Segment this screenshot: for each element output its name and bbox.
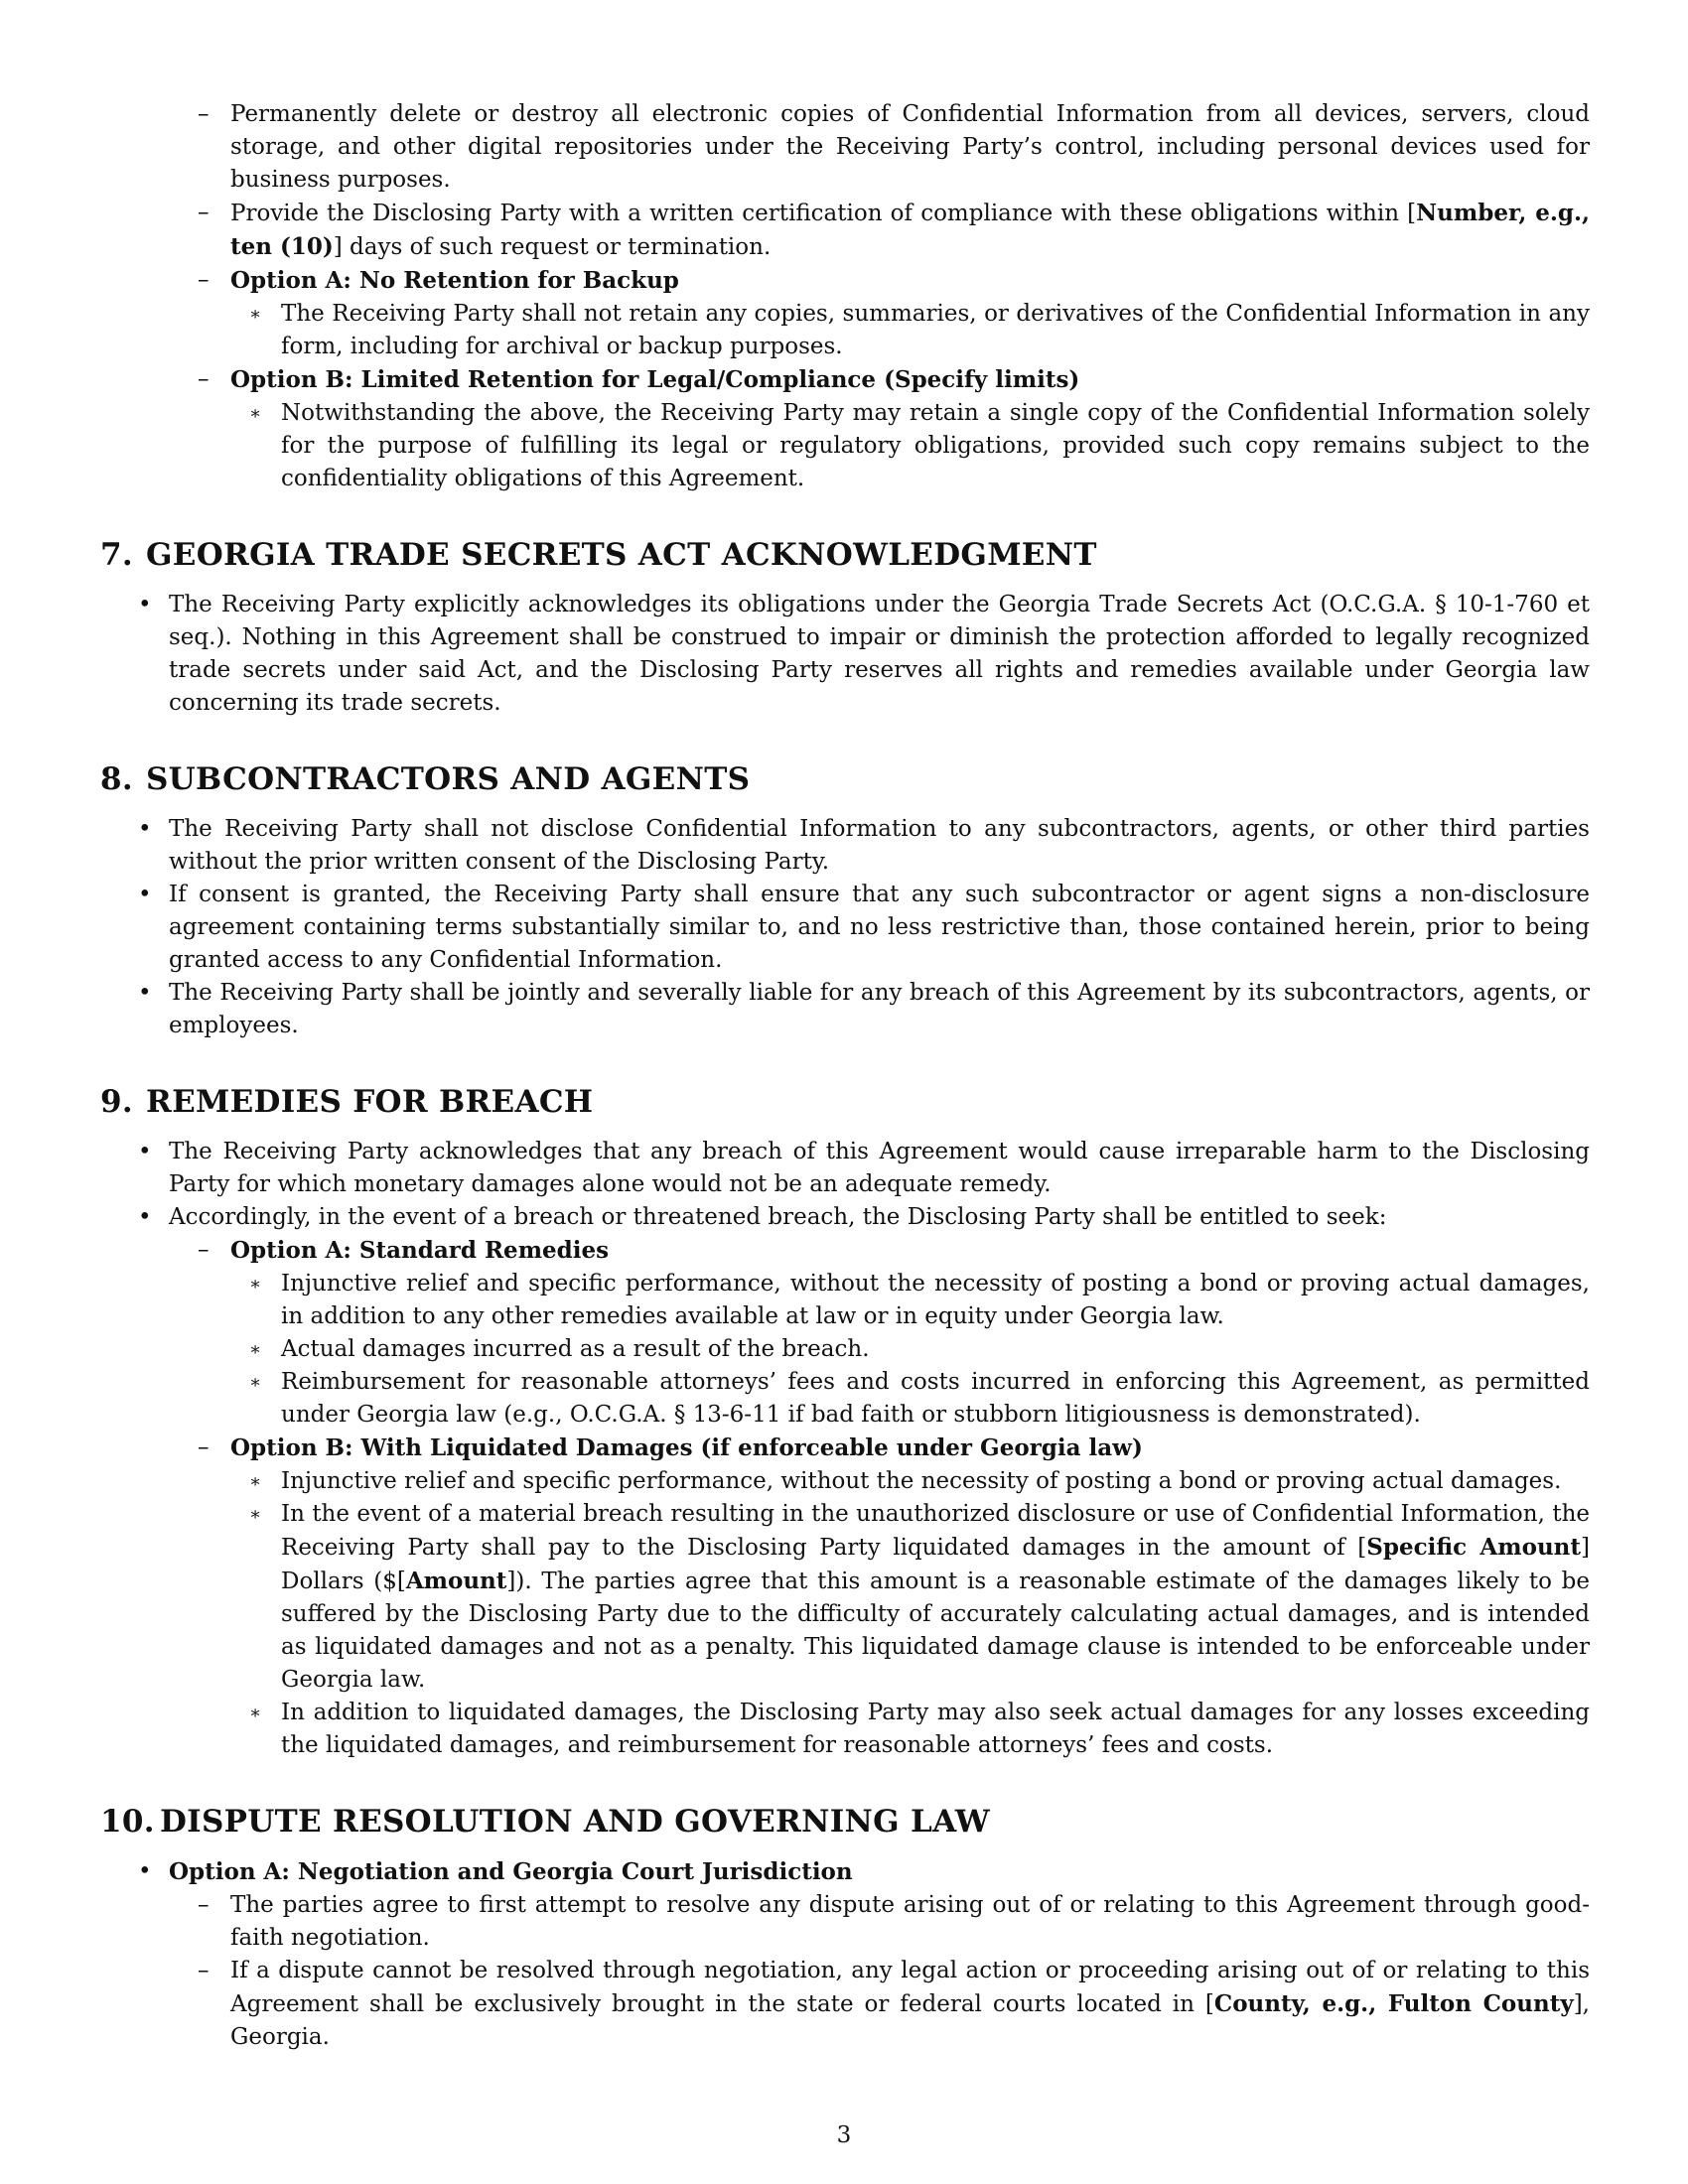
list-item: [100, 1889, 1590, 1955]
dash-marker: –: [198, 1958, 210, 1983]
page-number: 3: [836, 2122, 852, 2148]
list-item-text: The Receiving Party shall not retain any copies, summaries, or derivatives of the Confidential Information in any form, including for archival or backup purposes.: [281, 301, 1590, 359]
star-marker: ∗: [249, 1372, 262, 1393]
list-item: [100, 397, 1590, 495]
list-item-text: The Receiving Party explicitly acknowledges its obligations under the Georgia Trade Secrets Act (O.C.G.A. § 10-1-760 et seq.). Nothing in this Agreement shall be construed to impair or diminish the protection afforded to legally recognized trade secrets under said Act, and the Disclosing Party reserves all rights and remedies available under Georgia law concerning its trade secrets.: [169, 592, 1590, 716]
bullet-marker: •: [138, 882, 152, 907]
star-marker: ∗: [249, 1504, 262, 1525]
section-8-heading: 8. SUBCONTRACTORS AND AGENTS: [100, 761, 751, 797]
star-marker: ∗: [249, 1339, 262, 1360]
star-marker: ∗: [249, 403, 262, 424]
dash-marker: –: [198, 1237, 210, 1263]
list-item: [100, 977, 1590, 1042]
option-heading: [100, 1855, 1590, 1889]
list-item: [100, 1955, 1590, 2054]
list-item: [100, 1465, 1590, 1498]
list-item-text: In the event of a material breach resulting in the unauthorized disclosure or use of Confidential Information, the Receiving Party shall pay to the Disclosing Party liquidated damages in the amount of [Specific Amount] Dollars ($[Amount]). The parties agree that this amount is a reasonable estimate of the damages likely to be suffered by the Disclosing Party due to the difficulty of accurately calculating actual damages, and is intended as liquidated damages and not as a penalty. This liquidated damage clause is intended to be enforceable under Georgia law.: [281, 1501, 1590, 1693]
option-heading: [100, 264, 1590, 298]
bullet-marker: •: [138, 592, 152, 617]
list-item: [100, 1498, 1590, 1697]
section-7-heading: 7. GEORGIA TRADE SECRETS ACT ACKNOWLEDGMENT: [100, 537, 1097, 573]
option-b-title: Option B: Limited Retention for Legal/Compliance (Specify limits): [230, 366, 1080, 393]
bullet-marker: •: [138, 816, 152, 842]
option-heading: [100, 363, 1590, 397]
list-item: [100, 879, 1590, 977]
list-item-text: Injunctive relief and specific performance, without the necessity of posting a bond or proving actual damages.: [281, 1468, 1562, 1494]
dash-marker: –: [198, 1434, 210, 1460]
list-item-text: The Receiving Party shall not disclose Confidential Information to any subcontractors, agents, or other third parties without the prior written consent of the Disclosing Party.: [169, 816, 1590, 875]
list-item-text: If consent is granted, the Receiving Party shall ensure that any such subcontractor or agent signs a non-disclosure agreement containing terms substantially similar to, and no less restrictive than, those contained herein, prior to being granted access to any Confidential Information.: [169, 882, 1590, 973]
list-item-text: If a dispute cannot be resolved through negotiation, any legal action or proceeding arising out of or relating to this Agreement shall be exclusively brought in the state or federal courts located in [County, e.g., Fulton County], Georgia.: [230, 1958, 1590, 2050]
list-item: [100, 1268, 1590, 1333]
list-item: [100, 813, 1590, 879]
bullet-marker: •: [138, 980, 152, 1006]
list-item: [100, 197, 1590, 264]
list-item-text: Provide the Disclosing Party with a written certification of compliance with these obligations within [Number, e.g., ten (10)] days of such request or termination.: [230, 200, 1590, 260]
document-page: [100, 98, 1590, 2054]
list-item: [100, 1136, 1590, 1201]
dash-marker: –: [198, 101, 210, 127]
option-a-title: Option A: Standard Remedies: [230, 1237, 610, 1264]
option-a-title: Option A: Negotiation and Georgia Court Jurisdiction: [169, 1858, 853, 1885]
option-heading: [100, 1432, 1590, 1465]
dash-marker: –: [198, 1892, 210, 1918]
list-item-text: Permanently delete or destroy all electronic copies of Confidential Information from all devices, servers, cloud storage, and other digital repositories under the Receiving Party’s control, including personal devices used for business purposes.: [230, 101, 1590, 193]
list-item: [100, 1697, 1590, 1762]
list-item-text: The Receiving Party acknowledges that any breach of this Agreement would cause irreparable harm to the Disclosing Party for which monetary damages alone would not be an adequate remedy.: [169, 1139, 1590, 1197]
bullet-marker: •: [138, 1858, 152, 1884]
option-heading: [100, 1234, 1590, 1268]
list-item: [100, 298, 1590, 363]
list-item: [100, 589, 1590, 720]
star-marker: ∗: [249, 304, 262, 325]
dash-marker: –: [198, 267, 210, 293]
list-item: [100, 98, 1590, 197]
star-marker: ∗: [249, 1703, 262, 1723]
bullet-marker: •: [138, 1139, 152, 1164]
section-9-heading: 9. REMEDIES FOR BREACH: [100, 1084, 594, 1120]
star-marker: ∗: [249, 1274, 262, 1295]
dash-marker: –: [198, 200, 210, 225]
list-item: [100, 1201, 1590, 1234]
list-item-text: Injunctive relief and specific performance, without the necessity of posting a bond or proving actual damages, in addition to any other remedies available at law or in equity under Georgia law.: [281, 1271, 1590, 1329]
list-item-text: Actual damages incurred as a result of the breach.: [281, 1336, 870, 1362]
list-item-text: The Receiving Party shall be jointly and severally liable for any breach of this Agreement by its subcontractors, agents, or employees.: [169, 980, 1590, 1038]
list-item: [100, 1333, 1590, 1366]
list-item-text: Notwithstanding the above, the Receiving Party may retain a single copy of the Confidential Information solely for the purpose of fulfilling its legal or regulatory obligations, provided such copy remains subject to the confidentiality obligations of this Agreement.: [281, 400, 1590, 491]
star-marker: ∗: [249, 1471, 262, 1492]
option-a-title: Option A: No Retention for Backup: [230, 267, 679, 294]
option-b-title: Option B: With Liquidated Damages (if enforceable under Georgia law): [230, 1434, 1143, 1461]
list-item-text: In addition to liquidated damages, the Disclosing Party may also seek actual damages for any losses exceeding the liquidated damages, and reimbursement for reasonable attorneys’ fees and costs.: [281, 1700, 1590, 1758]
section-10-heading: 10. DISPUTE RESOLUTION AND GOVERNING LAW: [100, 1804, 991, 1840]
bullet-marker: •: [138, 1204, 152, 1230]
list-item-text: Accordingly, in the event of a breach or threatened breach, the Disclosing Party shall be entitled to seek:: [169, 1204, 1387, 1230]
dash-marker: –: [198, 366, 210, 392]
list-item: [100, 1366, 1590, 1432]
list-item-text: Reimbursement for reasonable attorneys’ fees and costs incurred in enforcing this Agreement, as permitted under Georgia law (e.g., O.C.G.A. § 13-6-11 if bad faith or stubborn litigiousness is demonstrated).: [281, 1369, 1590, 1428]
list-item-text: The parties agree to first attempt to resolve any dispute arising out of or relating to this Agreement through good-faith negotiation.: [230, 1892, 1590, 1951]
